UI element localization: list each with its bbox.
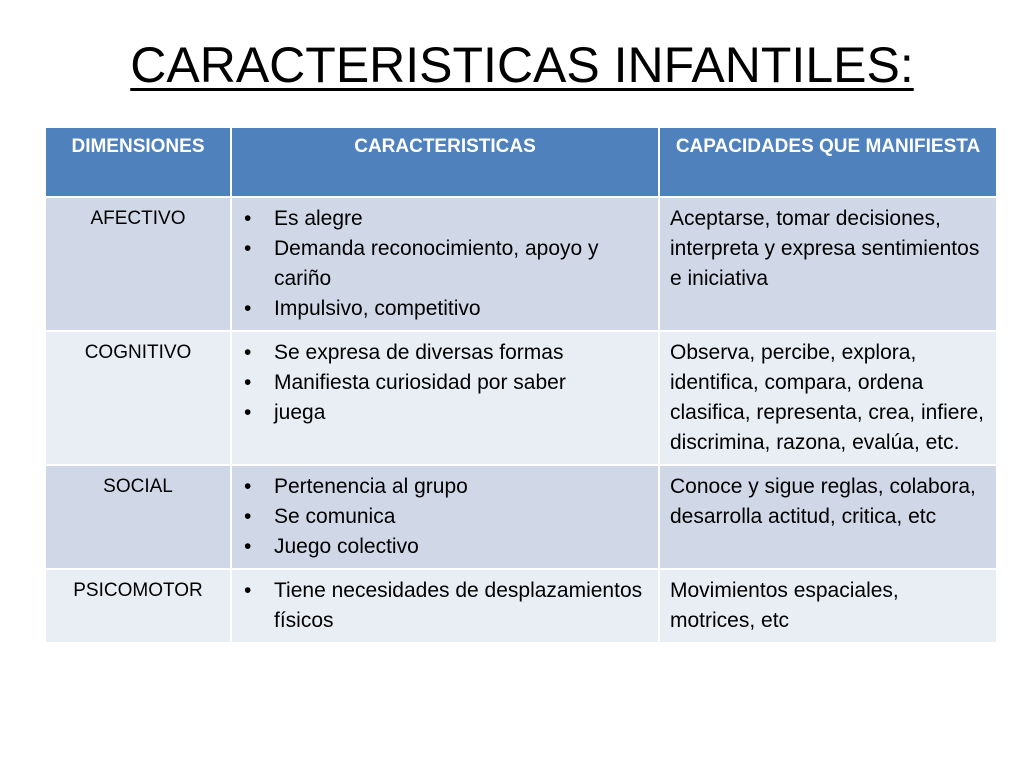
list-item: • Impulsivo, competitivo (242, 294, 648, 324)
characteristics-cell (231, 465, 659, 569)
list-item: • Pertenencia al grupo (242, 472, 648, 502)
characteristics-cell (231, 197, 659, 331)
characteristics-cell (231, 331, 659, 465)
list-item: • Manifiesta curiosidad por saber (242, 368, 648, 398)
list-item: • Juego colectivo (242, 532, 648, 562)
dimension-cell: SOCIAL (45, 465, 231, 569)
table-header-row (45, 127, 997, 197)
capacities-cell: Aceptarse, tomar decisiones, interpreta y expresa sentimientos e iniciativa (659, 197, 997, 331)
list-item: • Se expresa de diversas formas (242, 338, 648, 368)
characteristics-cell (231, 569, 659, 643)
capacities-cell: Conoce y sigue reglas, colabora, desarrolla actitud, critica, etc (659, 465, 997, 569)
header-capacities: CAPACIDADES QUE MANIFIESTA (659, 127, 997, 197)
capacities-cell: Movimientos espaciales, motrices, etc (659, 569, 997, 643)
table-row (45, 331, 997, 465)
page-title (0, 30, 1024, 100)
header-characteristics: CARACTERISTICAS (231, 127, 659, 197)
characteristics-table (44, 126, 998, 644)
characteristics-list (242, 338, 648, 428)
dimension-cell: PSICOMOTOR (45, 569, 231, 643)
page-title-text: CARACTERISTICAS INFANTILES: (130, 37, 914, 93)
list-item: • Demanda reconocimiento, apoyo y cariño (242, 234, 648, 294)
list-item: • juega (242, 398, 648, 428)
list-item: • Tiene necesidades de desplazamientos físicos (242, 576, 648, 636)
characteristics-list (242, 472, 648, 562)
dimension-cell: AFECTIVO (45, 197, 231, 331)
table-row (45, 197, 997, 331)
list-item: • Se comunica (242, 502, 648, 532)
list-item: • Es alegre (242, 204, 648, 234)
dimension-cell: COGNITIVO (45, 331, 231, 465)
table-row (45, 569, 997, 643)
capacities-cell: Observa, percibe, explora, identifica, compara, ordena clasifica, representa, crea, infiere, discrimina, razona, evalúa, etc. (659, 331, 997, 465)
characteristics-list (242, 204, 648, 324)
header-dimensions: DIMENSIONES (45, 127, 231, 197)
characteristics-list (242, 576, 648, 636)
table-row (45, 465, 997, 569)
